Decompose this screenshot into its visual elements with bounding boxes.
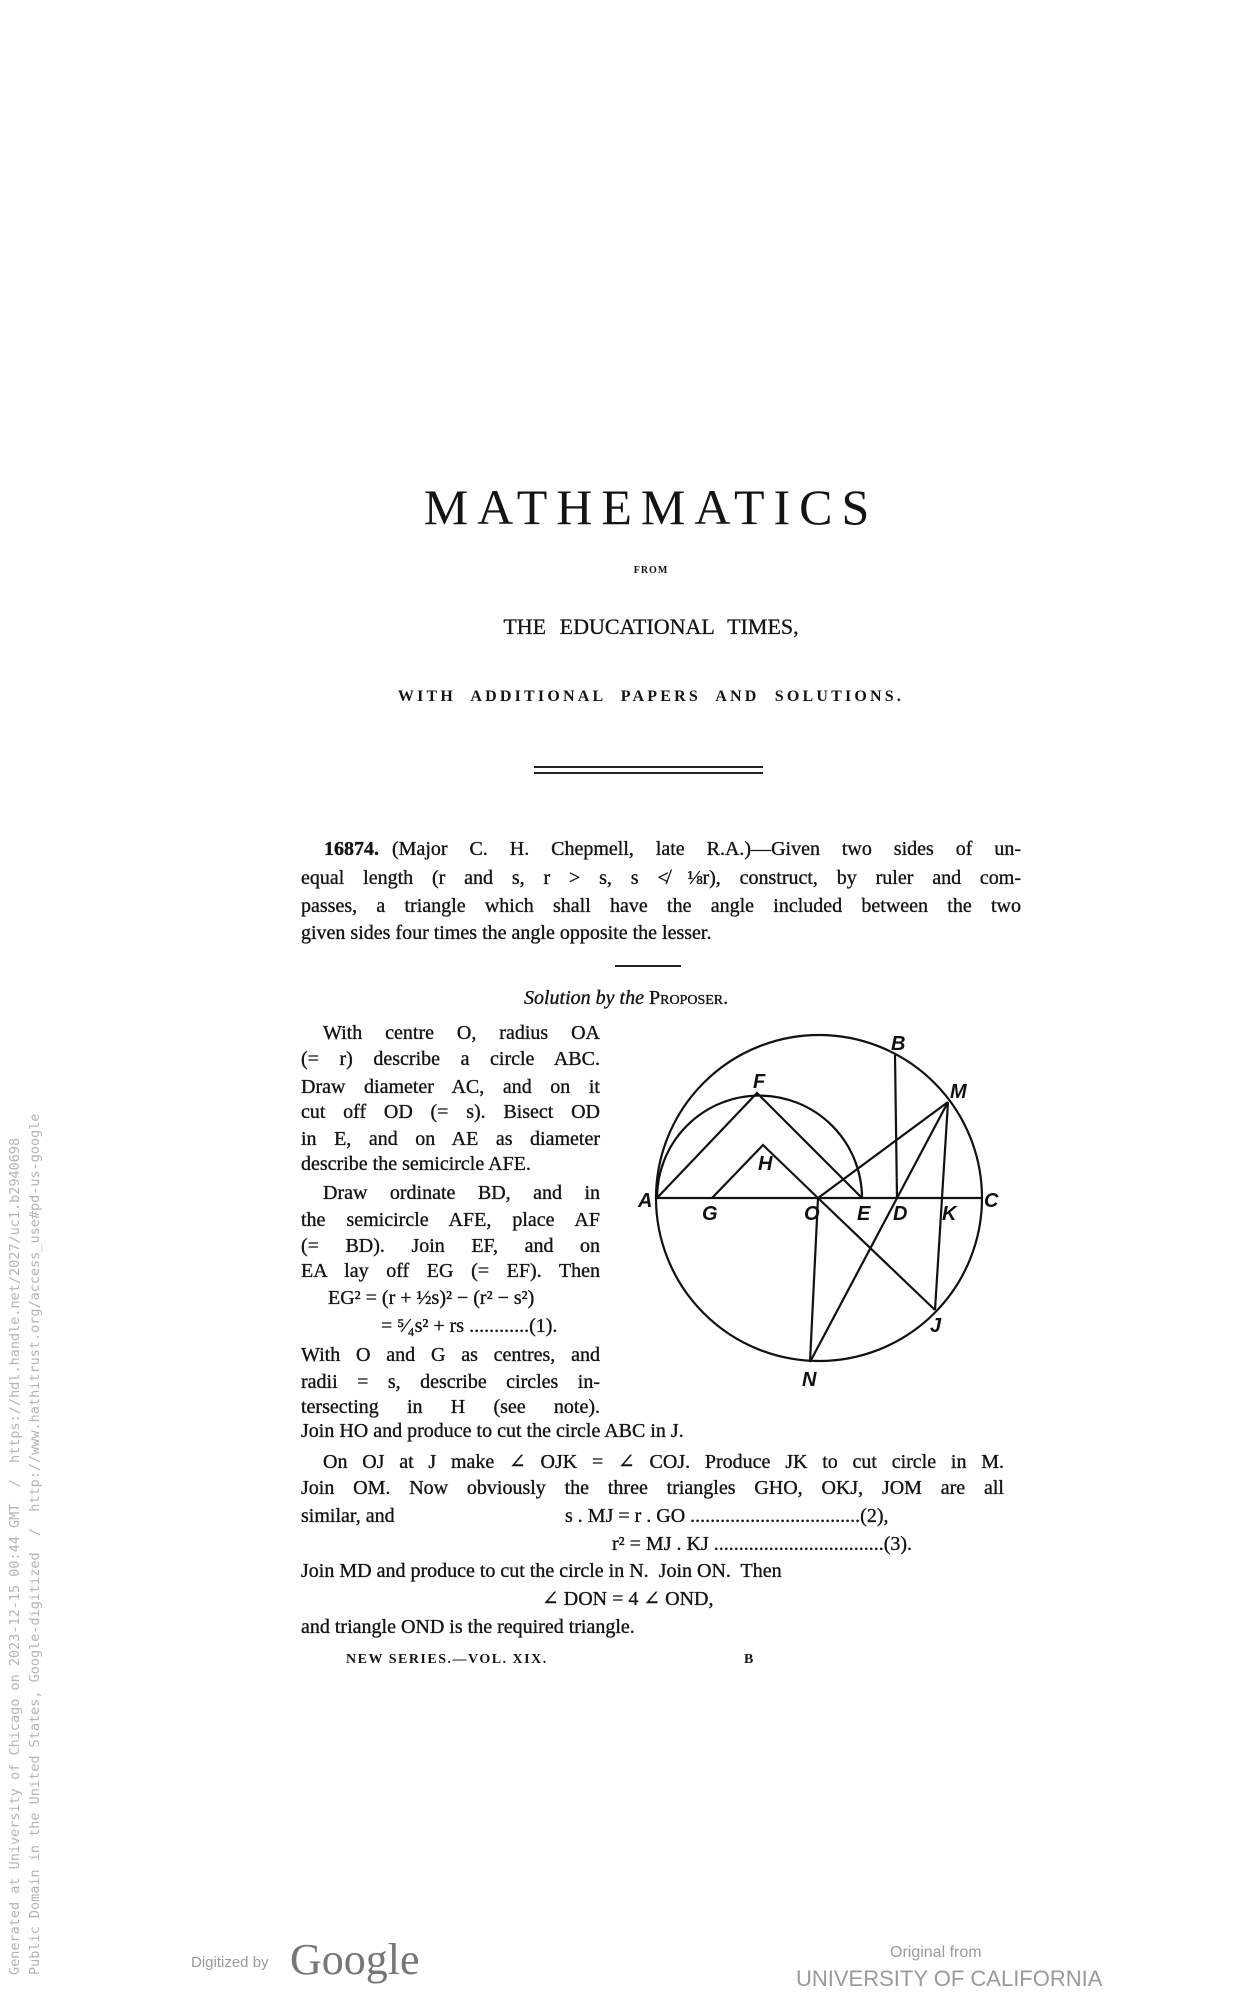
- watermark-line: Generated at University of Chicago on 2023-12-15 00:44 GMT / https://hdl.handle.net/2027/uc1.b2940698: [7, 1137, 23, 1975]
- column-line: With centre O, radius OA: [323, 1022, 600, 1044]
- equation-2: s . MJ = r . GO ..................................(2),: [565, 1505, 889, 1527]
- question-line: passes, a triangle which shall have the angle included between the two: [301, 895, 1021, 917]
- column-line: Draw ordinate BD, and in: [323, 1182, 600, 1204]
- column-line: (= r) describe a circle ABC.: [301, 1048, 600, 1070]
- label-m: M: [950, 1081, 967, 1103]
- equation-1b: = ⁵⁄₄s² + rs ............(1).: [381, 1315, 558, 1337]
- signature-mark: B: [744, 1652, 754, 1667]
- question-line: (Major C. H. Chepmell, late R.A.)—Given two sides of un-: [392, 838, 1021, 860]
- semicircle-afe: [657, 1096, 862, 1198]
- label-e: E: [857, 1203, 871, 1225]
- label-d: D: [893, 1203, 908, 1225]
- from-label: FROM: [633, 565, 669, 576]
- hathitrust-watermark: [5, 985, 45, 1975]
- equation-4: ∠ DON = 4 ∠ OND,: [542, 1588, 714, 1610]
- column-line: describe the semicircle AFE.: [301, 1153, 531, 1175]
- body-line: Join HO and produce to cut the circle ABC in J.: [301, 1420, 684, 1442]
- google-logo: Google: [290, 1935, 420, 1984]
- equation-1a: EG² = (r + ½s)² − (r² − s²): [328, 1287, 535, 1309]
- watermark-line: Public Domain in the United States, Google-digitized / http://www.hathitrust.org/access_use#pd-us-google: [27, 1113, 43, 1975]
- label-b: B: [891, 1033, 906, 1055]
- series-footer: NEW SERIES.—VOL. XIX.: [346, 1652, 548, 1667]
- question-line: equal length (r and s, r > s, s ≮ ⅛r), construct, by ruler and com-: [301, 867, 1021, 889]
- publication-title: THE EDUCATIONAL TIMES,: [503, 614, 799, 639]
- body-line: Join OM. Now obviously the three triangles GHO, OKJ, JOM are all: [301, 1477, 1004, 1499]
- column-line: cut off OD (= s). Bisect OD: [301, 1101, 600, 1123]
- label-o: O: [804, 1203, 820, 1225]
- column-line: Draw diameter AC, and on it: [301, 1076, 600, 1098]
- body-line: similar, and: [301, 1505, 395, 1527]
- page-title: MATHEMATICS: [423, 479, 879, 535]
- question-line: given sides four times the angle opposite the lesser.: [301, 922, 712, 944]
- institution-name: UNIVERSITY OF CALIFORNIA: [796, 1966, 1103, 1991]
- body-line: and triangle OND is the required triangle.: [301, 1616, 635, 1638]
- solution-heading-name: Proposer.: [648, 987, 729, 1009]
- column-line: radii = s, describe circles in-: [301, 1371, 600, 1393]
- solution-heading-italic: Solution by the: [524, 987, 644, 1009]
- column-line: tersecting in H (see note).: [301, 1396, 600, 1418]
- ordinate-bd: [895, 1055, 897, 1198]
- line-gho-j: [712, 1145, 935, 1310]
- line-mdn: [810, 1102, 948, 1362]
- column-line: in E, and on AE as diameter: [301, 1128, 600, 1150]
- equation-3: r² = MJ . KJ ..................................(3).: [612, 1533, 913, 1555]
- body-line: Join MD and produce to cut the circle in N. Join ON. Then: [301, 1560, 782, 1582]
- label-a: A: [638, 1190, 653, 1212]
- label-h: H: [758, 1153, 773, 1175]
- question-number: 16874.: [324, 838, 379, 860]
- column-line: With O and G as centres, and: [301, 1344, 600, 1366]
- label-j: J: [930, 1315, 942, 1337]
- body-line: On OJ at J make ∠ OJK = ∠ COJ. Produce JK to cut circle in M.: [323, 1451, 1004, 1473]
- label-n: N: [802, 1369, 817, 1391]
- line-om: [818, 1102, 948, 1198]
- label-g: G: [702, 1203, 718, 1225]
- original-from-label: Original from: [890, 1944, 982, 1961]
- label-c: C: [984, 1190, 999, 1212]
- digitized-by-label: Digitized by: [191, 1954, 269, 1971]
- label-f: F: [753, 1071, 766, 1093]
- line-afe: [657, 1093, 862, 1198]
- column-line: the semicircle AFE, place AF: [301, 1209, 600, 1231]
- column-line: (= BD). Join EF, and on: [301, 1235, 600, 1257]
- publication-subtitle: WITH ADDITIONAL PAPERS AND SOLUTIONS.: [397, 688, 905, 705]
- label-k: K: [942, 1203, 957, 1225]
- column-line: EA lay off EG (= EF). Then: [301, 1260, 600, 1282]
